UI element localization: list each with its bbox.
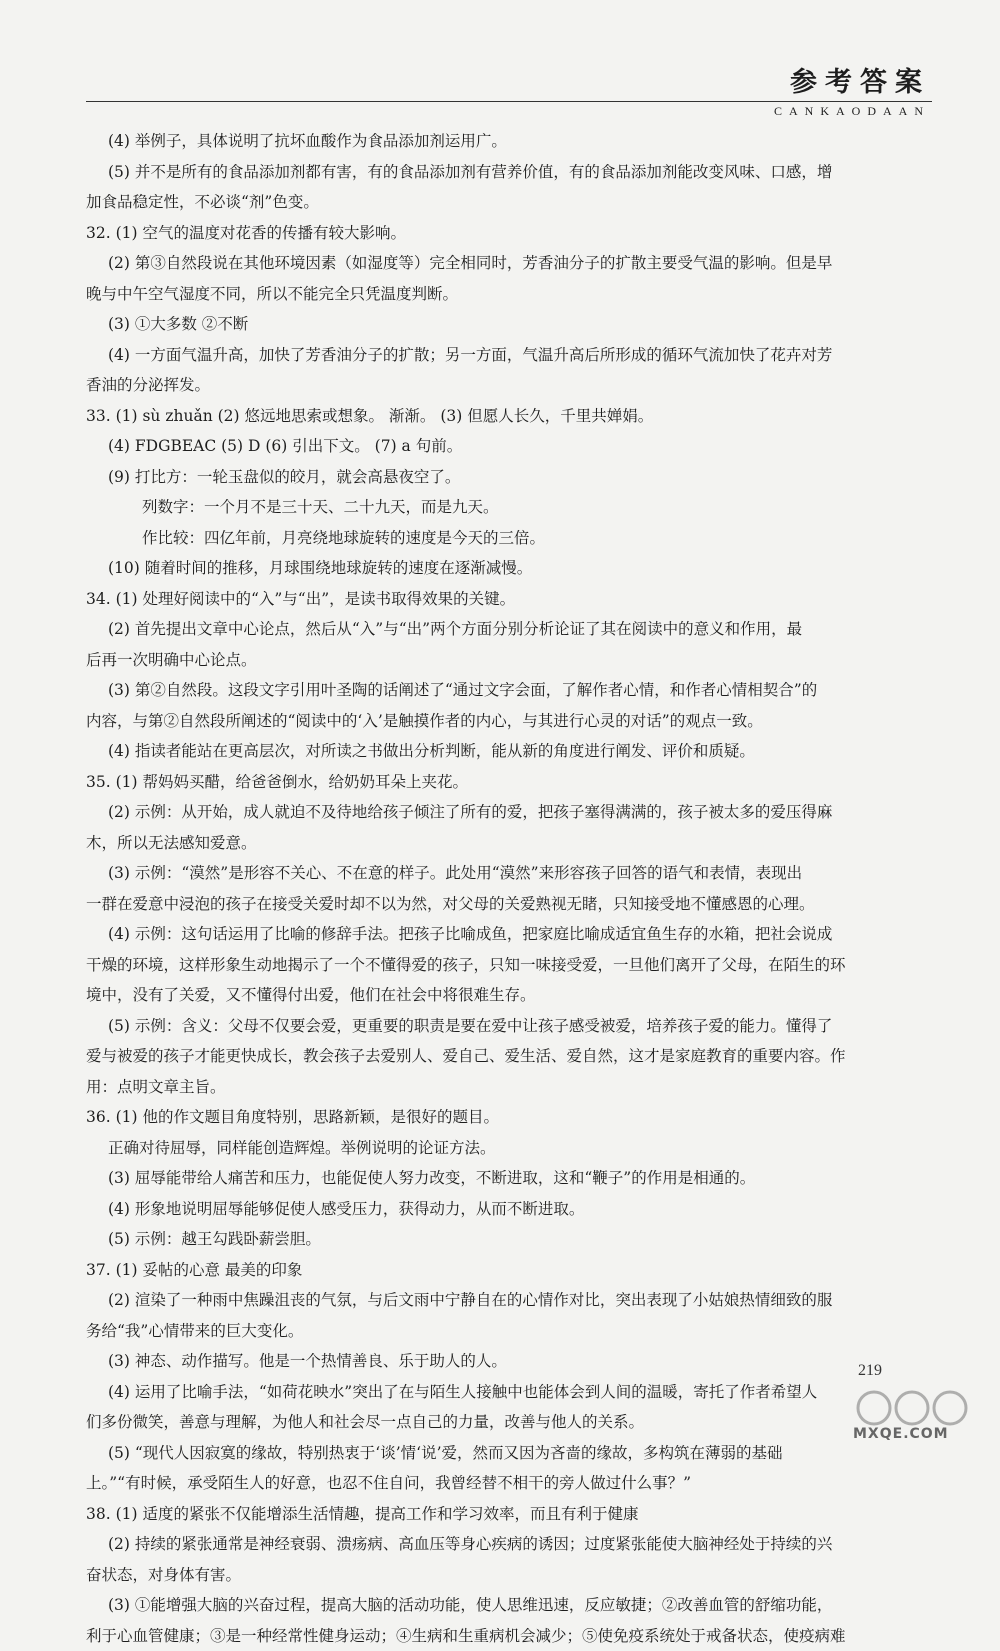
text-line: 香油的分泌挥发。 xyxy=(86,370,932,401)
text-line: 境中，没有了关爱，又不懂得付出爱，他们在社会中将很难生存。 xyxy=(86,980,932,1011)
text-line: 36. (1) 他的作文题目角度特别，思路新颖，是很好的题目。 xyxy=(86,1102,932,1133)
text-line: 奋状态，对身体有害。 xyxy=(86,1560,932,1591)
text-line: (2) 首先提出文章中心论点，然后从“入”与“出”两个方面分别分析论证了其在阅读中的意义和作用，最 xyxy=(86,614,932,645)
text-line: (4) 一方面气温升高，加快了芳香油分子的扩散；另一方面，气温升高后所形成的循环气流加快了花卉对芳 xyxy=(86,340,932,371)
text-line: (10) 随着时间的推移，月球围绕地球旋转的速度在逐渐减慢。 xyxy=(86,553,932,584)
text-line: 利于心血管健康；③是一种经常性健身运动；④生病和生重病机会减少；⑤使免疫系统处于戒备状态，使疫病难 xyxy=(86,1621,932,1651)
text-line: (3) ①大多数 ②不断 xyxy=(86,309,932,340)
text-line: 晚与中午空气湿度不同，所以不能完全只凭温度判断。 xyxy=(86,279,932,310)
text-line: 37. (1) 妥帖的心意 最美的印象 xyxy=(86,1255,932,1286)
text-line: 爱与被爱的孩子才能更快成长，教会孩子去爱别人、爱自己、爱生活、爱自然，这才是家庭教育的重要内容。作 xyxy=(86,1041,932,1072)
text-line: 内容，与第②自然段所阐述的“阅读中的‘入’是触摸作者的内心，与其进行心灵的对话”的观点一致。 xyxy=(86,706,932,737)
page-number: 219 xyxy=(858,1362,882,1380)
text-line: (3) 神态、动作描写。他是一个热情善良、乐于助人的人。 xyxy=(86,1346,932,1377)
text-line: 们多份微笑，善意与理解，为他人和社会尽一点自己的力量，改善与他人的关系。 xyxy=(86,1407,932,1438)
watermark-text: MXQE.COM xyxy=(853,1426,949,1442)
text-line: 35. (1) 帮妈妈买醋，给爸爸倒水，给奶奶耳朵上夹花。 xyxy=(86,767,932,798)
text-line: (5) 示例：越王勾践卧薪尝胆。 xyxy=(86,1224,932,1255)
text-line: 38. (1) 适度的紧张不仅能增添生活情趣，提高工作和学习效率，而且有利于健康 xyxy=(86,1499,932,1530)
text-line: (3) ①能增强大脑的兴奋过程，提高大脑的活动功能，使人思维迅速，反应敏捷；②改善血管的舒缩功能， xyxy=(86,1590,932,1621)
text-line: 后再一次明确中心论点。 xyxy=(86,645,932,676)
text-line: (5) 示例：含义：父母不仅要会爱，更重要的职责是要在爱中让孩子感受被爱，培养孩子爱的能力。懂得了 xyxy=(86,1011,932,1042)
text-line: 列数字：一个月不是三十天、二十九天，而是九天。 xyxy=(86,492,932,523)
text-line: 作比较：四亿年前，月亮绕地球旋转的速度是今天的三倍。 xyxy=(86,523,932,554)
text-line: (4) 指读者能站在更高层次，对所读之书做出分析判断，能从新的角度进行阐发、评价和质疑。 xyxy=(86,736,932,767)
page-header-title: 参考答案 xyxy=(790,60,930,99)
text-line: (4) FDGBEAC (5) D (6) 引出下文。 (7) a 句前。 xyxy=(86,431,932,462)
text-line: (3) 屈辱能带给人痛苦和压力，也能促使人努力改变，不断进取，这和“鞭子”的作用是相通的。 xyxy=(86,1163,932,1194)
text-line: 加食品稳定性，不必谈“剂”色变。 xyxy=(86,187,932,218)
text-line: 33. (1) sù zhuǎn (2) 悠远地思索或想象。 渐渐。 (3) 但愿人长久，千里共婵娟。 xyxy=(86,401,932,432)
text-line: 用：点明文章主旨。 xyxy=(86,1072,932,1103)
text-line: 上。”“有时候，承受陌生人的好意，也忍不住自问，我曾经替不相干的旁人做过什么事？” xyxy=(86,1468,932,1499)
text-line: (2) 示例：从开始，成人就迫不及待地给孩子倾注了所有的爱，把孩子塞得满满的，孩子被太多的爱压得麻 xyxy=(86,797,932,828)
text-line: (2) 持续的紧张通常是神经衰弱、溃疡病、高血压等身心疾病的诱因；过度紧张能使大脑神经处于持续的兴 xyxy=(86,1529,932,1560)
text-line: 32. (1) 空气的温度对花香的传播有较大影响。 xyxy=(86,218,932,249)
text-line: (4) 示例：这句话运用了比喻的修辞手法。把孩子比喻成鱼，把家庭比喻成适宜鱼生存的水箱，把社会说成 xyxy=(86,919,932,950)
text-line: 干燥的环境，这样形象生动地揭示了一个不懂得爱的孩子，只知一味接受爱，一旦他们离开了父母，在陌生的环 xyxy=(86,950,932,981)
text-line: 34. (1) 处理好阅读中的“入”与“出”，是读书取得效果的关键。 xyxy=(86,584,932,615)
header-divider xyxy=(86,101,932,102)
text-line: (3) 第②自然段。这段文字引用叶圣陶的话阐述了“通过文字会面，了解作者心情，和作者心情相契合”的 xyxy=(86,675,932,706)
text-line: (3) 示例：“漠然”是形容不关心、不在意的样子。此处用“漠然”来形容孩子回答的语气和表情，表现出 xyxy=(86,858,932,889)
text-line: 务给“我”心情带来的巨大变化。 xyxy=(86,1316,932,1347)
text-line: (9) 打比方：一轮玉盘似的皎月，就会高悬夜空了。 xyxy=(86,462,932,493)
text-line: 一群在爱意中浸泡的孩子在接受关爱时却不以为然，对父母的关爱熟视无睹，只知接受地不懂感恩的心理。 xyxy=(86,889,932,920)
text-line: (2) 第③自然段说在其他环境因素（如湿度等）完全相同时，芳香油分子的扩散主要受气温的影响。但是早 xyxy=(86,248,932,279)
text-line: (5) “现代人因寂寞的缘故，特别热衷于‘谈’情‘说’爱，然而又因为吝啬的缘故，多构筑在薄弱的基础 xyxy=(86,1438,932,1469)
text-line: (5) 并不是所有的食品添加剂都有害，有的食品添加剂有营养价值，有的食品添加剂能改变风味、口感，增 xyxy=(86,157,932,188)
text-line: 木，所以无法感知爱意。 xyxy=(86,828,932,859)
text-line: (4) 举例子，具体说明了抗坏血酸作为食品添加剂运用广。 xyxy=(86,126,932,157)
page-header-subtitle: CANKAODAAN xyxy=(774,104,930,119)
text-line: 正确对待屈辱，同样能创造辉煌。举例说明的论证方法。 xyxy=(86,1133,932,1164)
text-line: (2) 渲染了一种雨中焦躁沮丧的气氛，与后文雨中宁静自在的心情作对比，突出表现了小姑娘热情细致的服 xyxy=(86,1285,932,1316)
answer-text-body xyxy=(86,126,932,1651)
text-line: (4) 形象地说明屈辱能够促使人感受压力，获得动力，从而不断进取。 xyxy=(86,1194,932,1225)
text-line: (4) 运用了比喻手法，“如荷花映水”突出了在与陌生人接触中也能体会到人间的温暖，寄托了作者希望人 xyxy=(86,1377,932,1408)
